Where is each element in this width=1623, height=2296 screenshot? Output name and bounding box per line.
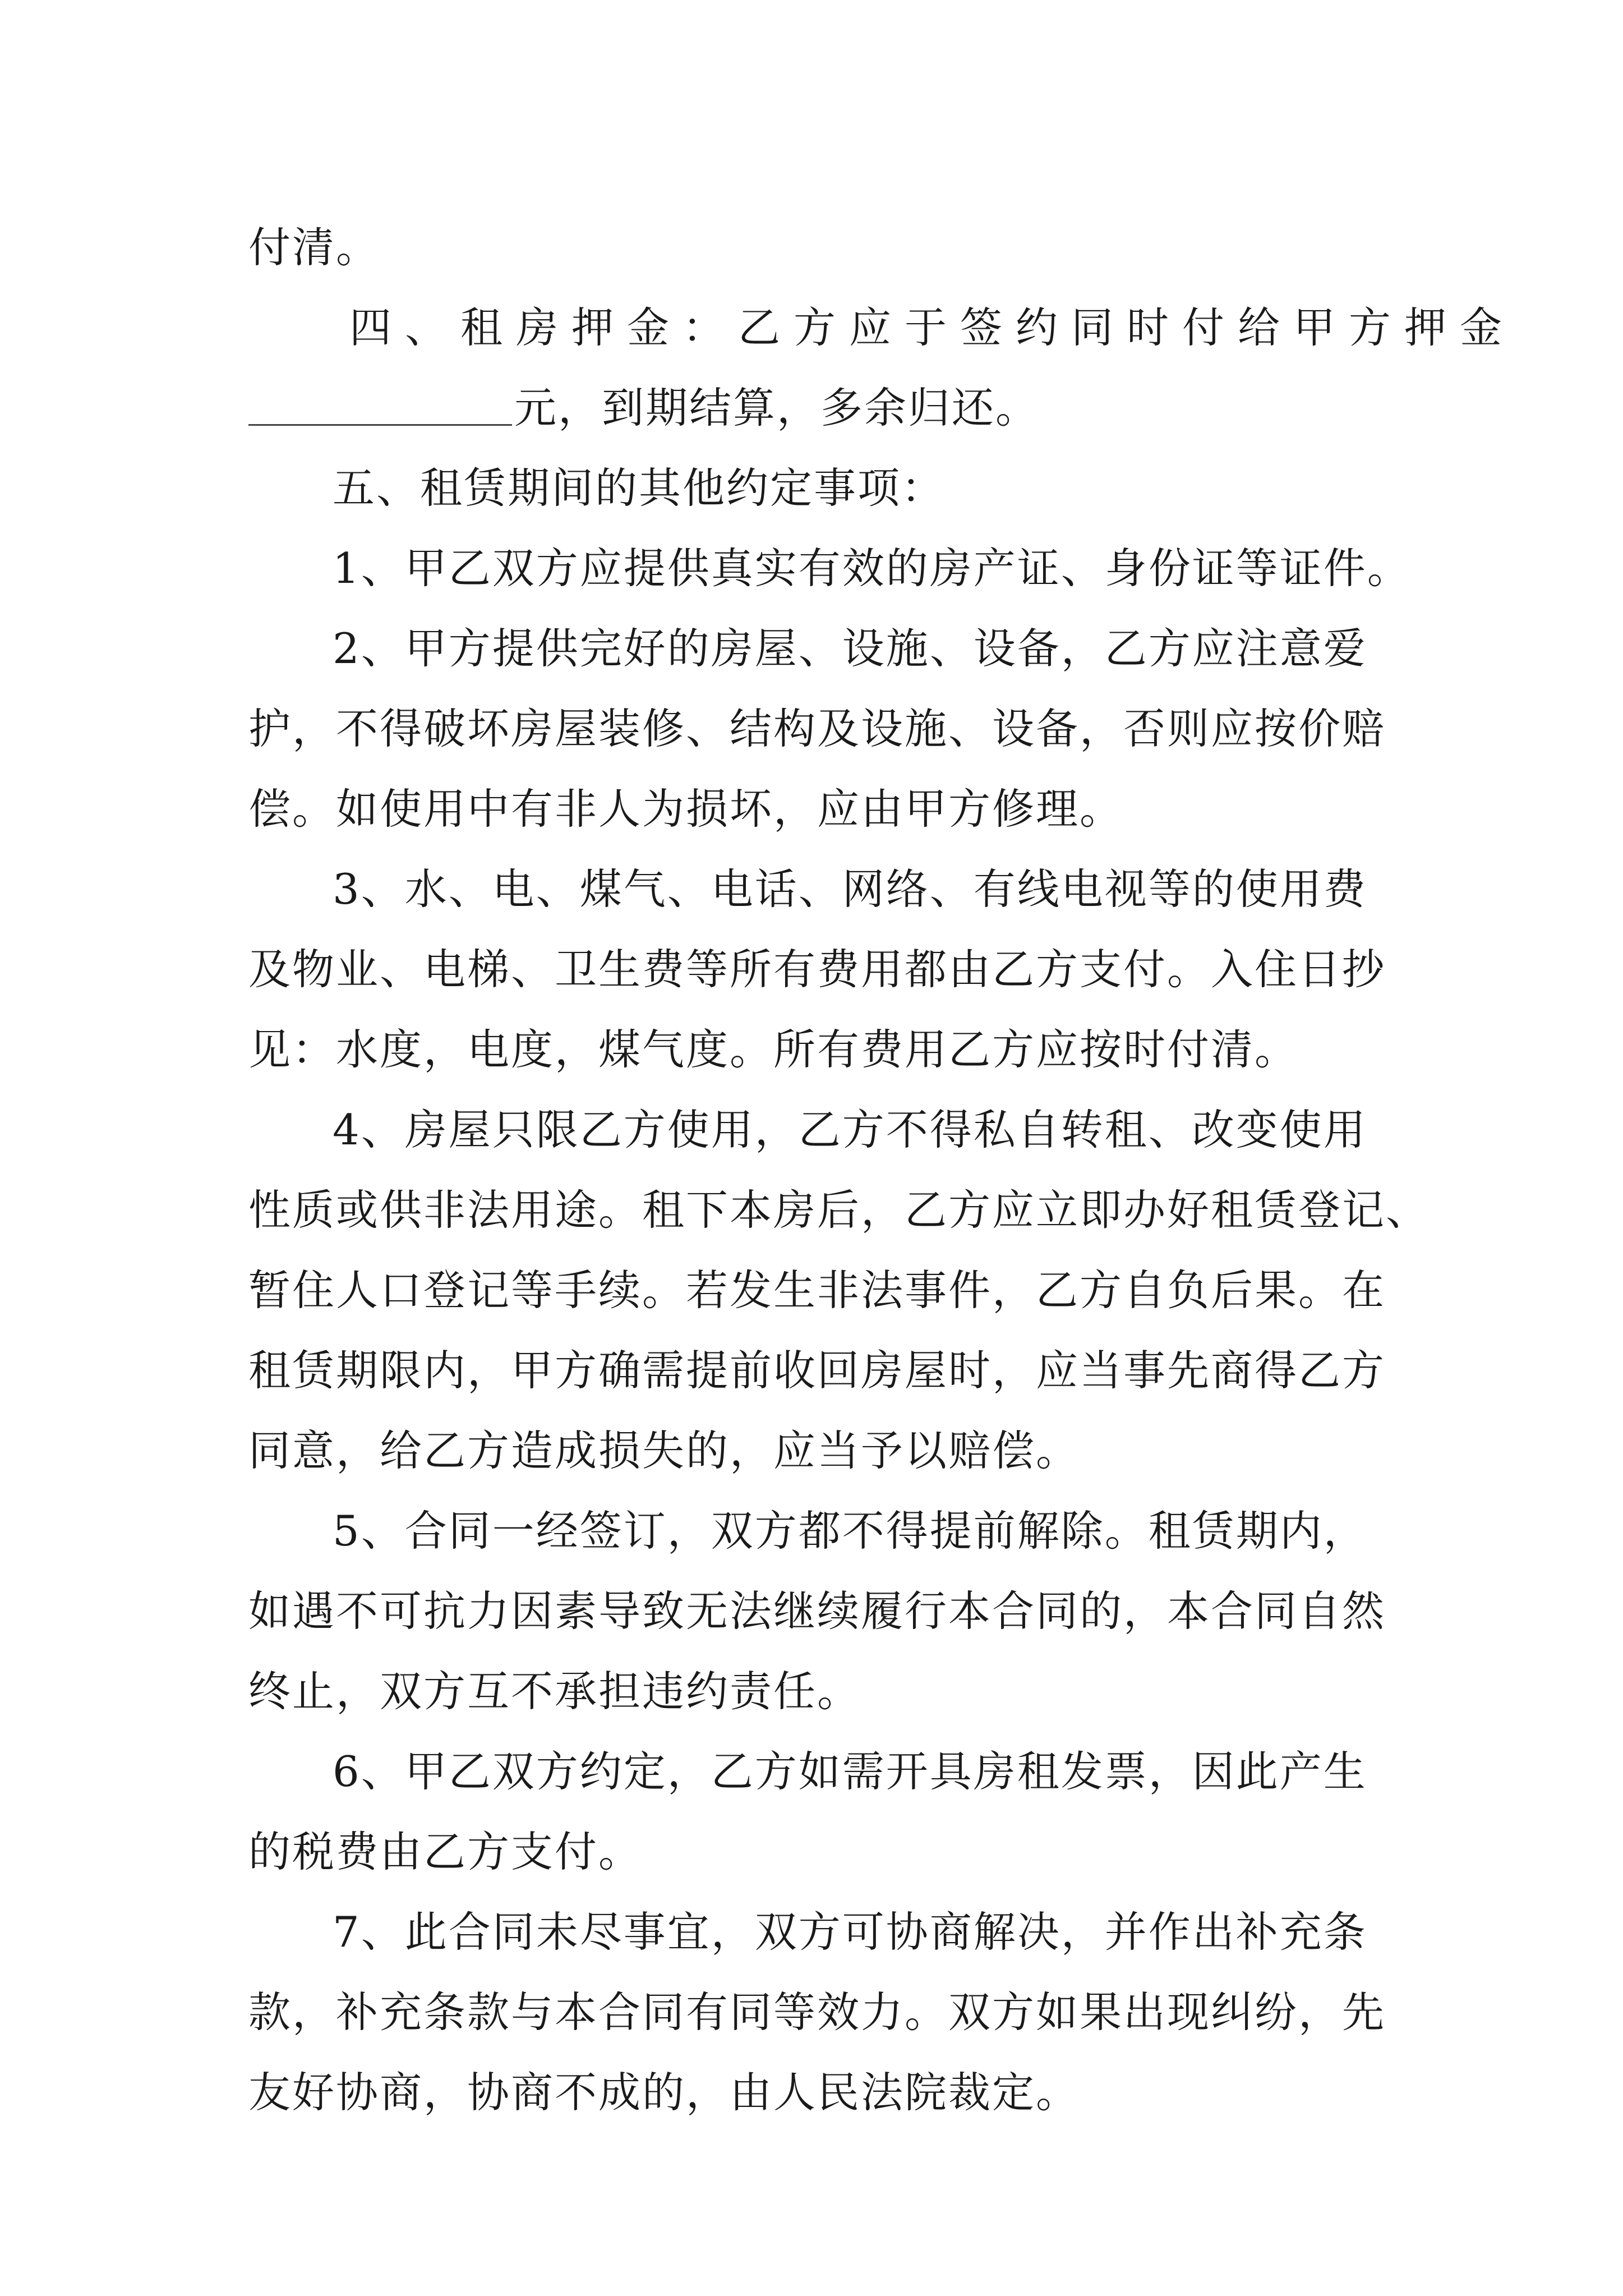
text-line: 5、合同一经签订，双方都不得提前解除。租赁期内，	[333, 1506, 1367, 1556]
text-line: 4、房屋只限乙方使用，乙方不得私自转租、改变使用	[333, 1105, 1367, 1154]
text-line: 偿。如使用中有非人为损坏，应由甲方修理。	[248, 784, 1124, 834]
text-line: 及物业、电梯、卫生费等所有费用都由乙方支付。入住日抄	[248, 945, 1386, 994]
text-line: 款，补充条款与本合同有同等效力。双方如果出现纠纷，先	[248, 1987, 1386, 2037]
text-line: 7、此合同未尽事宜，双方可协商解决，并作出补充条	[333, 1907, 1367, 1957]
text-line: 6、甲乙双方约定，乙方如需开具房租发票，因此产生	[333, 1747, 1367, 1796]
text-fragment: 元，到期结算，多余归还。	[514, 383, 1040, 432]
text-line: 付清。	[248, 223, 380, 272]
text-line: 1、甲乙双方应提供真实有效的房产证、身份证等证件。	[333, 544, 1411, 593]
text-line: 3、水、电、煤气、电话、网络、有线电视等的使用费	[333, 864, 1367, 914]
text-line: 如遇不可抗力因素导致无法继续履行本合同的，本合同自然	[248, 1586, 1386, 1636]
text-line: 租赁期限内，甲方确需提前收回房屋时，应当事先商得乙方	[248, 1346, 1386, 1395]
document-page	[248, 208, 1516, 2133]
text-line: 同意，给乙方造成损失的，应当予以赔偿。	[248, 1426, 1080, 1475]
text-line: 暂住人口登记等手续。若发生非法事件，乙方自负后果。在	[248, 1266, 1386, 1315]
text-line: 的税费由乙方支付。	[248, 1827, 643, 1876]
fill-in-blank	[248, 385, 512, 426]
text-line: 性质或供非法用途。租下本房后，乙方应立即办好租赁登记、	[248, 1185, 1430, 1235]
text-line: 见：水度，电度，煤气度。所有费用乙方应按时付清。	[248, 1025, 1299, 1074]
section-heading: 五、租赁期间的其他约定事项：	[333, 463, 946, 513]
text-line: 2、甲方提供完好的房屋、设施、设备，乙方应注意爱	[333, 624, 1367, 673]
text-line: 友好协商，协商不成的，由人民法院裁定。	[248, 2068, 1080, 2117]
text-line-with-blank	[248, 368, 1376, 448]
text-line: 终止，双方互不承担违约责任。	[248, 1667, 861, 1716]
text-line: 四、租房押金：乙方应于签约同时付给甲方押金	[349, 303, 1516, 352]
text-line: 护，不得破坏房屋装修、结构及设施、设备，否则应按价赔	[248, 704, 1386, 753]
